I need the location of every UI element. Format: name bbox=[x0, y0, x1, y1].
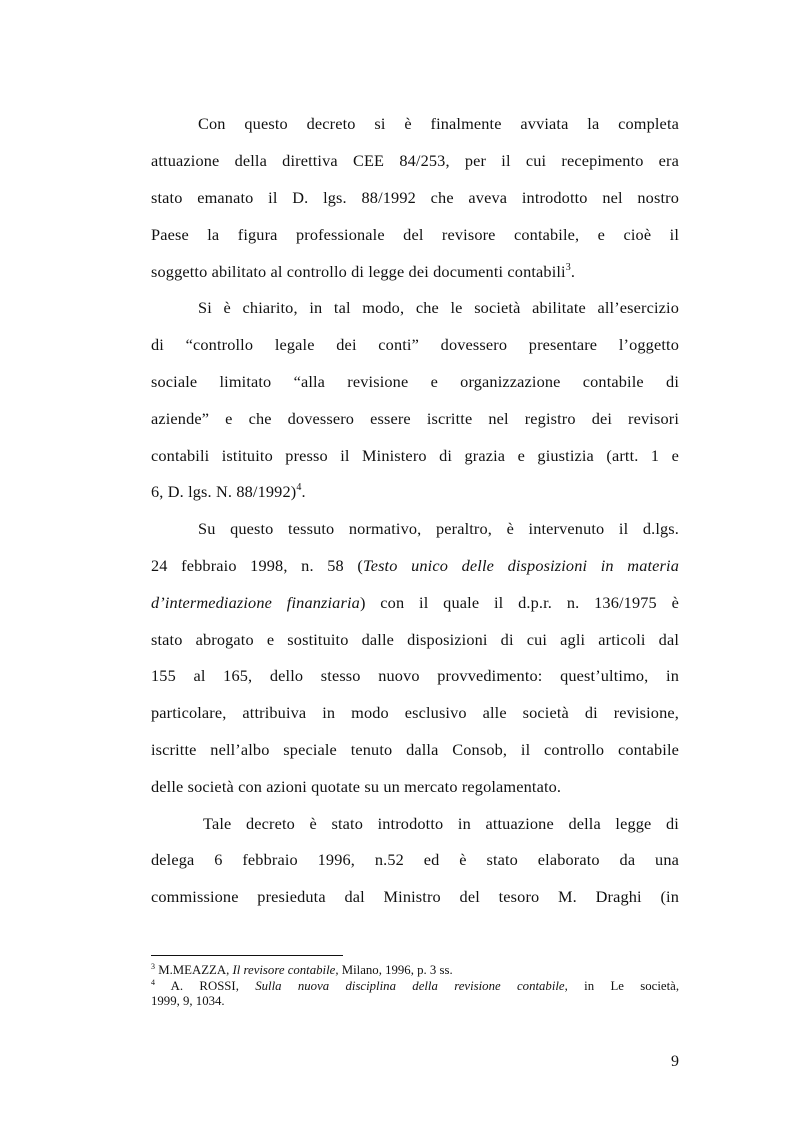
body-line-text: 24 febbraio 1998, n. 58 ( bbox=[151, 556, 363, 575]
body-line bbox=[151, 556, 679, 576]
body-line: aziende” e che dovessero essere iscritte nel registro dei revisori bbox=[151, 409, 679, 428]
body-line-text: soggetto abilitato al controllo di legge dei documenti contabili bbox=[151, 262, 566, 281]
body-line: Si è chiarito, in tal modo, che le società abilitate all’esercizio bbox=[198, 298, 679, 317]
footnote-author: M.MEAZZA, bbox=[158, 963, 233, 977]
footnote-text: Milano, 1996, p. 3 ss. bbox=[338, 963, 453, 977]
body-line: delega 6 febbraio 1996, n.52 ed è stato elaborato da una bbox=[151, 850, 679, 869]
italic-title: d’intermediazione finanziaria bbox=[151, 593, 360, 612]
body-line: stato emanato il D. lgs. 88/1992 che aveva introdotto nel nostro bbox=[151, 188, 679, 207]
footnote-ref: 3 bbox=[565, 262, 571, 273]
body-line: contabili istituito presso il Ministero di grazia e giustizia (artt. 1 e bbox=[151, 446, 679, 465]
footnote-title: Sulla nuova disciplina della revisione contabile, bbox=[255, 979, 568, 993]
body-line: 155 al 165, dello stesso nuovo provvedimento: quest’ultimo, in bbox=[151, 666, 679, 685]
body-line: Con questo decreto si è finalmente avviata la completa bbox=[198, 114, 679, 133]
italic-title: Testo unico delle disposizioni in materia bbox=[362, 556, 680, 575]
footnote-title: Il revisore contabile, bbox=[232, 963, 339, 977]
footnote-author: A. ROSSI, bbox=[170, 979, 256, 993]
footnote-text: in Le società, bbox=[567, 979, 680, 993]
footnote-separator bbox=[151, 955, 343, 956]
body-line: Paese la figura professionale del revisore contabile, e cioè il bbox=[151, 225, 679, 244]
body-line: Su questo tessuto normativo, peraltro, è intervenuto il d.lgs. bbox=[198, 519, 679, 538]
body-line-text: ) con il quale il d.p.r. n. 136/1975 è bbox=[359, 593, 679, 612]
footnote bbox=[151, 963, 679, 977]
body-line: delle società con azioni quotate su un mercato regolamentato. bbox=[151, 777, 562, 796]
body-line: soggetto abilitato al controllo di legge dei documenti contabili$^3$. bbox=[151, 262, 576, 281]
body-line: Tale decreto è stato introdotto in attuazione della legge di bbox=[203, 814, 679, 833]
footnote bbox=[151, 979, 679, 993]
footnote-continuation: 1999, 9, 1034. bbox=[151, 994, 225, 1008]
body-line: stato abrogato e sostituito dalle disposizioni di cui agli articoli dal bbox=[151, 630, 679, 649]
body-line: attuazione della direttiva CEE 84/253, per il cui recepimento era bbox=[151, 151, 679, 170]
body-line-text: 6, D. lgs. N. 88/1992) bbox=[151, 482, 297, 501]
footnote-number: 4 bbox=[151, 978, 155, 987]
body-line: 6, D. lgs. N. 88/1992)$^4$. bbox=[151, 482, 306, 501]
body-line: commissione presieduta dal Ministro del tesoro M. Draghi (in bbox=[151, 887, 679, 906]
page-number: 9 bbox=[671, 1053, 679, 1070]
body-line: di “controllo legale dei conti” dovessero presentare l’oggetto bbox=[151, 335, 679, 354]
body-line: sociale limitato “alla revisione e organizzazione contabile di bbox=[151, 372, 679, 391]
footnote-number: 3 bbox=[151, 962, 155, 971]
footnote-ref: 4 bbox=[296, 482, 302, 493]
body-line: particolare, attribuiva in modo esclusivo alle società di revisione, bbox=[151, 703, 679, 722]
body-line bbox=[151, 593, 679, 613]
body-line: iscritte nell’albo speciale tenuto dalla Consob, il controllo contabile bbox=[151, 740, 679, 759]
